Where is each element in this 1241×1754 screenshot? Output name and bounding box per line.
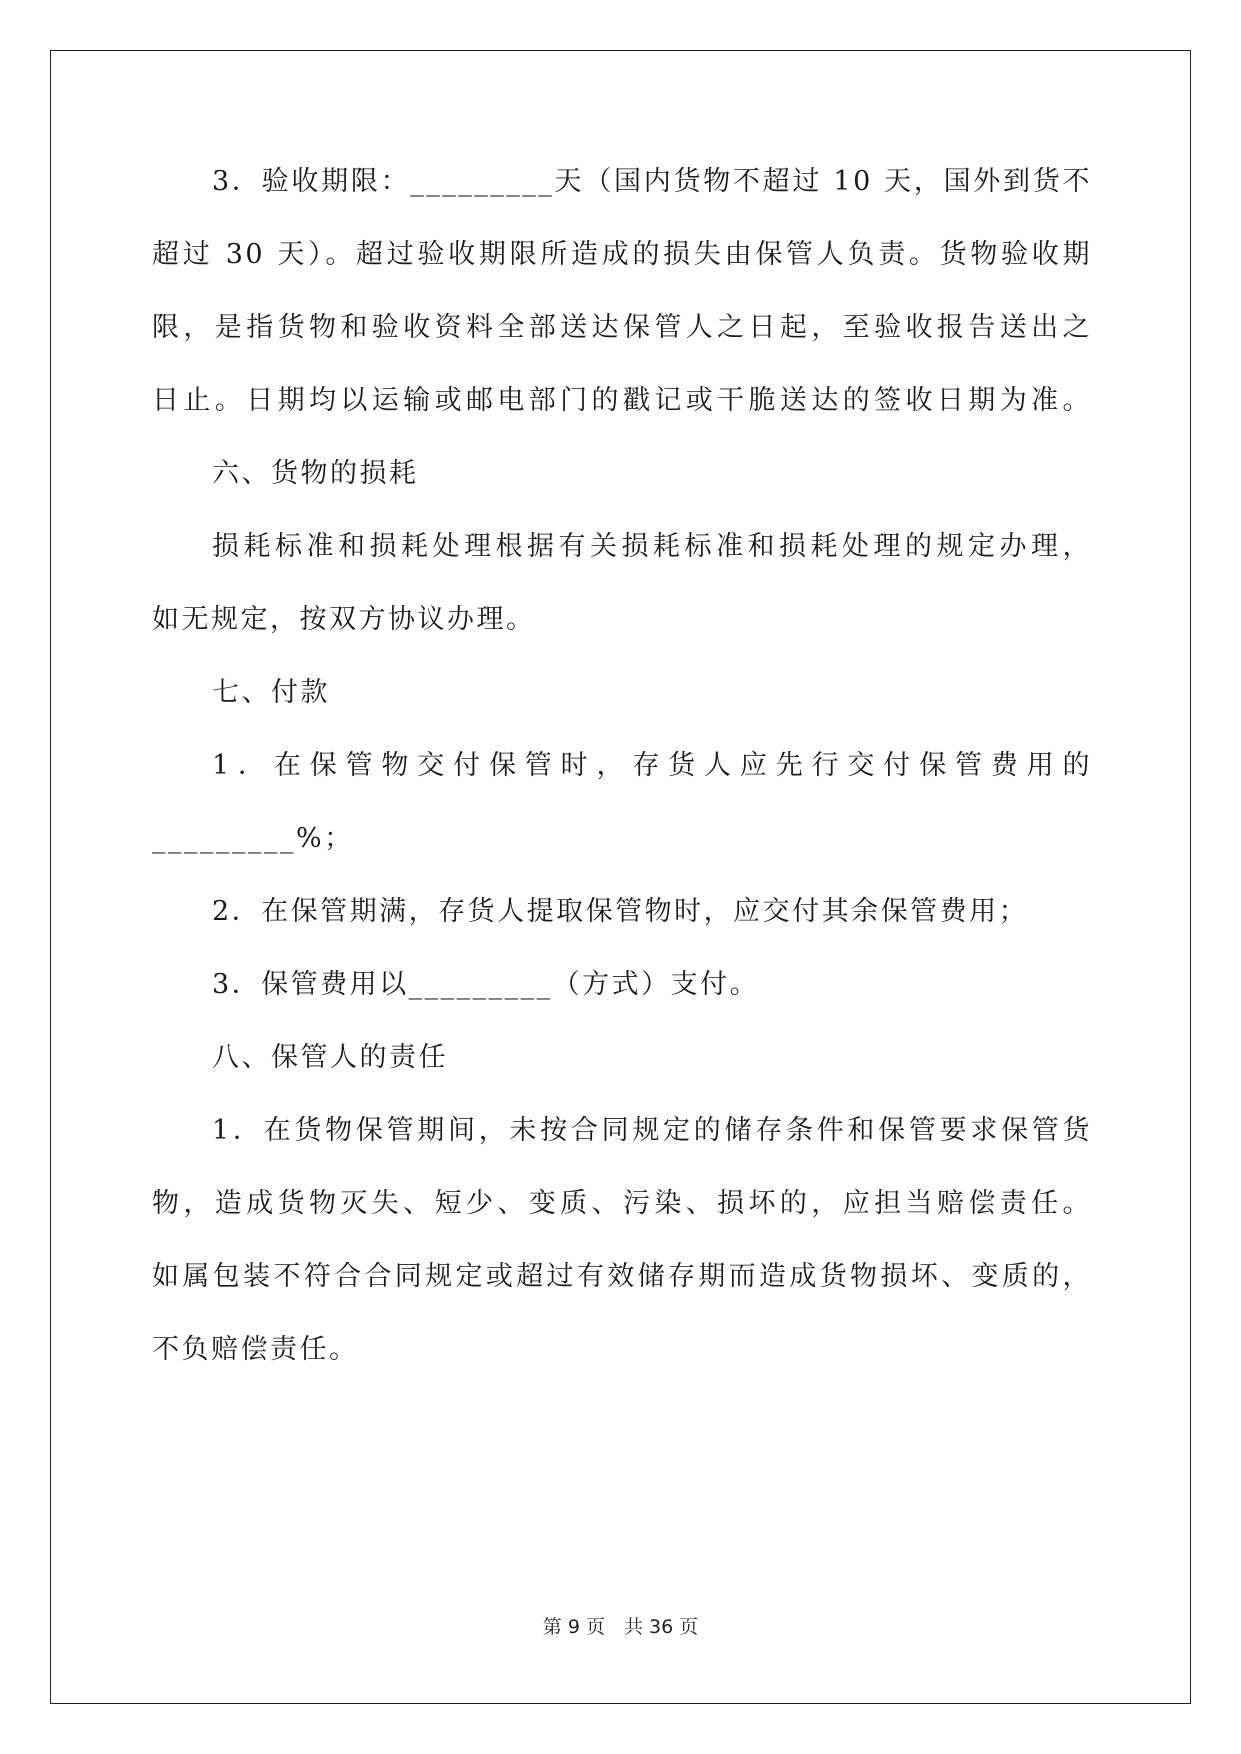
- paragraph-line: 物，造成货物灭失、短少、变质、污染、损坏的，应担当赔偿责任。: [152, 1188, 1092, 1219]
- section-heading-6: 六、货物的损耗: [212, 458, 419, 489]
- paragraph-line: 3．验收期限：_________天（国内货物不超过 10 天，国外到货不: [212, 166, 1092, 197]
- page-border: [50, 50, 1191, 1704]
- paragraph-line: 日止。日期均以运输或邮电部门的戳记或干脆送达的签收日期为准。: [152, 385, 1092, 416]
- page-number-footer: 第 9 页 共 36 页: [542, 1616, 699, 1638]
- paragraph-line: 1．在货物保管期间，未按合同规定的储存条件和保管要求保管货: [212, 1115, 1092, 1146]
- paragraph-line: 限，是指货物和验收资料全部送达保管人之日起，至验收报告送出之: [152, 312, 1092, 343]
- paragraph-line: 1．在保管物交付保管时，存货人应先行交付保管费用的: [212, 750, 1092, 781]
- section-heading-7: 七、付款: [212, 677, 330, 708]
- section-heading-8: 八、保管人的责任: [212, 1042, 448, 1073]
- paragraph-line: 损耗标准和损耗处理根据有关损耗标准和损耗处理的规定办理，: [212, 531, 1092, 562]
- paragraph-line: 如无规定，按双方协议办理。: [152, 604, 536, 635]
- paragraph-line: 如属包装不符合合同规定或超过有效储存期而造成货物损坏、变质的，: [152, 1261, 1092, 1292]
- paragraph-line: _________%；: [152, 823, 354, 854]
- paragraph-line: 不负赔偿责任。: [152, 1334, 359, 1365]
- paragraph-line: 超过 30 天）。超过验收期限所造成的损失由保管人负责。货物验收期: [152, 239, 1092, 270]
- paragraph-line: 2．在保管期满，存货人提取保管物时，应交付其余保管费用；: [212, 896, 1029, 927]
- paragraph-line: 3．保管费用以_________（方式）支付。: [212, 969, 760, 1000]
